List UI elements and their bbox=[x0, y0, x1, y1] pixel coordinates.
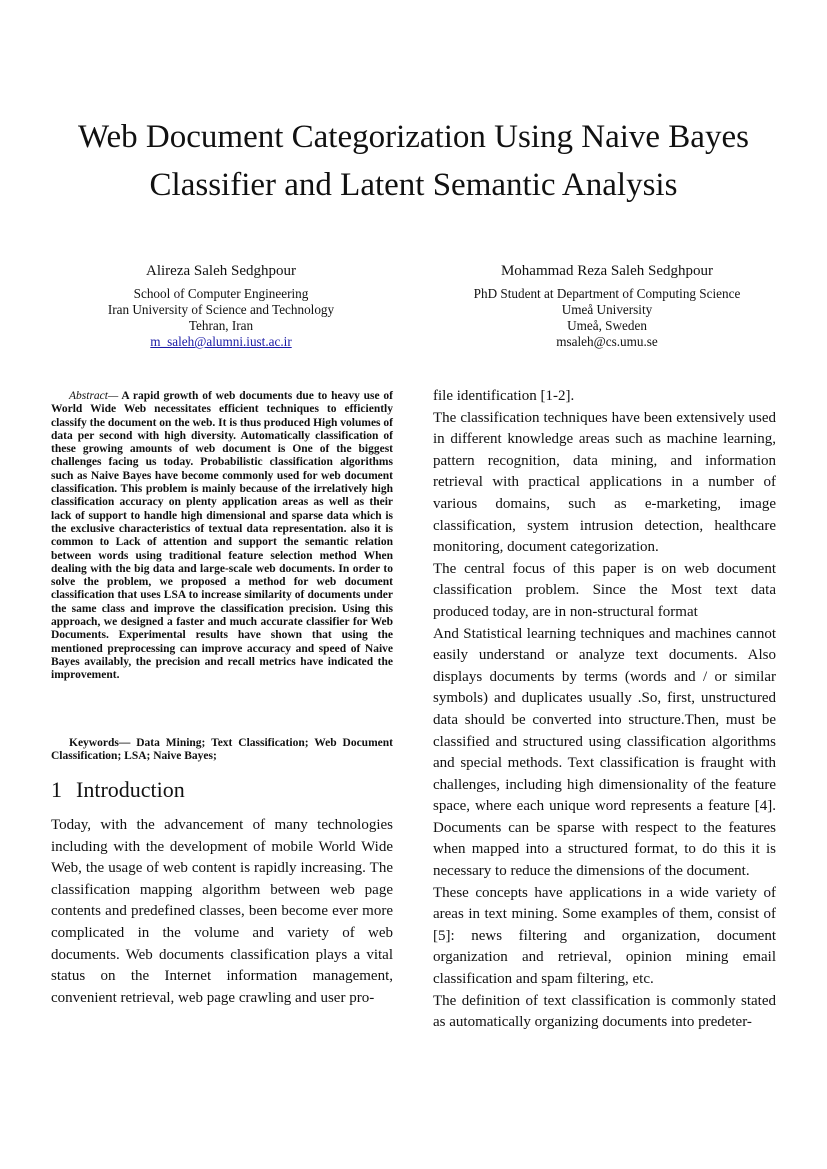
section-number: 1 bbox=[51, 777, 62, 802]
intro-left-column bbox=[51, 815, 393, 1009]
right-column bbox=[433, 386, 776, 1034]
paragraph: file identification [1-2]. bbox=[433, 388, 575, 404]
paragraph: The definition of text classification is commonly stated as automatically organizing documents into predeter- bbox=[433, 992, 776, 1031]
paragraph: These concepts have applications in a wide variety of areas in text mining. Some examples of them, consist of [5]: news filtering and organization, document organization and retrieval, opinion mining email classification and spam filtering, etc. bbox=[433, 884, 776, 988]
author-location: Umeå, Sweden bbox=[567, 318, 647, 333]
abstract-lead: Abstract— bbox=[69, 390, 119, 402]
paragraph: And Statistical learning techniques and machines cannot easily understand or analyze text documents. Also displays documents by terms (words and / or similar symbols) and duplicates usually .So, first, unstructured data should be converted into structure.Then, must be classified and structured using classification algorithms and special methods. Text classification is fraught with challenges, including high dimensionality of the feature space, where each unique word represents a feature [4]. Documents can be sparse with respect to the features when mapped into a structured format, to do this it is necessary to reduce the dimensions of the document. bbox=[433, 625, 776, 880]
abstract bbox=[51, 390, 393, 683]
author-block-1 bbox=[41, 262, 401, 350]
paper-title-line-2: Classifier and Latent Semantic Analysis bbox=[149, 167, 678, 203]
author-name: Mohammad Reza Saleh Sedghpour bbox=[500, 263, 714, 279]
paper-title bbox=[40, 113, 787, 209]
abstract-text: A rapid growth of web documents due to heavy use of World Wide Web necessitates efficient techniques to efficiently classify the document on the web. It is thus produced High volumes of data per second with high diversity. Automatically classification of these growing amounts of web document is One of the biggest challenges facing us today. Probabilistic classification algorithms such as Naive Bayes have become commonly used for web document classification. This problem is mainly because of the irrelatively high classification accuracy on plenty application areas as well as their lack of support to handle high dimensional and sparse data which is the exclusive characteristics of textual data representation. also it is common to Lack of attention and support the semantic relation between words using traditional feature selection method When dealing with the big data and large-scale web documents. In order to solve the problem, we proposed a method for web document classification that uses LSA to increase similarity of documents under the same class and improve the classification precision. Using this approach, we designed a faster and much accurate classifier for Web Documents. Experimental results have shown that using the mentioned preprocessing can improve accuracy and speed of Naive Bayes availably, the precision and recall metrics have indicated the improvement. bbox=[51, 390, 393, 682]
author-institution: Umeå University bbox=[561, 302, 653, 317]
author-email-link[interactable]: m_saleh@alumni.iust.ac.ir bbox=[150, 334, 292, 349]
author-email: msaleh@cs.umu.se bbox=[556, 334, 658, 349]
author-institution: Iran University of Science and Technology bbox=[107, 302, 335, 317]
author-location: Tehran, Iran bbox=[188, 318, 254, 333]
author-block-2 bbox=[427, 262, 787, 350]
section-title: Introduction bbox=[76, 777, 185, 802]
section-heading bbox=[51, 775, 185, 805]
paper-title-line-1: Web Document Categorization Using Naive Bayes bbox=[78, 119, 749, 155]
author-name: Alireza Saleh Sedghpour bbox=[146, 263, 296, 279]
paragraph: The classification techniques have been extensively used in different knowledge areas such as machine learning, pattern recognition, data mining, and information retrieval with practical applications in a number of various domains, such as e-marketing, image classification, system intrusion detection, healthcare monitoring, document categorization. bbox=[433, 409, 776, 556]
author-affiliation: School of Computer Engineering bbox=[133, 286, 309, 301]
paragraph: Today, with the advancement of many technologies including with the development of mobile World Wide Web, the usage of web content is rapidly increasing. The classification mapping algorithm between web page contents and predefined classes, been become ever more complicated in the volume and variety of web documents. Web documents classification plays a vital status on the Internet information management, convenient retrieval, web page crawling and user pro- bbox=[51, 817, 393, 1006]
author-affiliation: PhD Student at Department of Computing Science bbox=[473, 286, 741, 301]
paragraph: The central focus of this paper is on web document classification problem. Since the Most text data produced today, are in non-structural format bbox=[433, 560, 776, 620]
keywords: Keywords— Data Mining; Text Classification; Web Document Classification; LSA; Naive Bayes; bbox=[51, 737, 393, 763]
